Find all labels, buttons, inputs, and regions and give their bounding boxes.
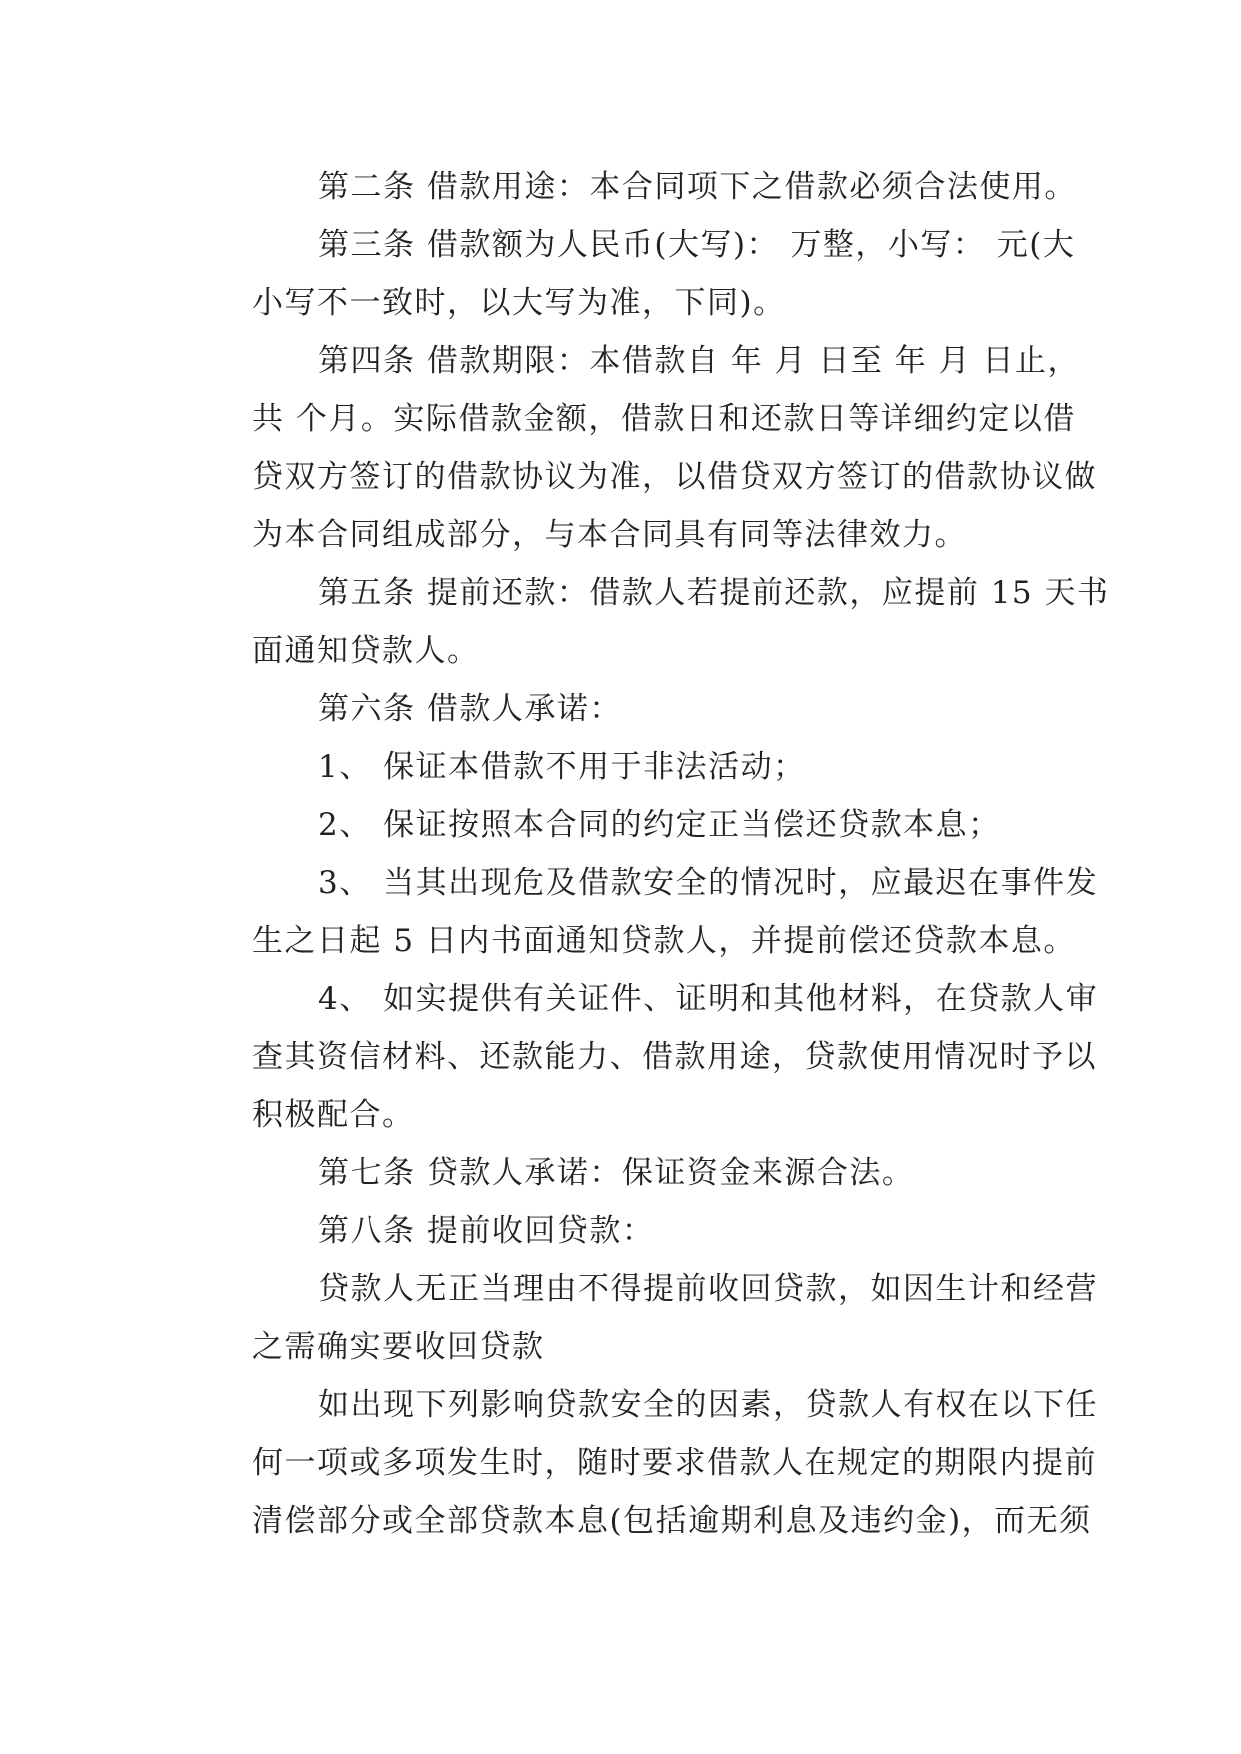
- text-line: 共 个月。实际借款金额，借款日和还款日等详细约定以借: [252, 401, 1076, 437]
- text-line: 第六条 借款人承诺：: [318, 691, 622, 727]
- text-line: 清偿部分或全部贷款本息(包括逾期利息及违约金)，而无须: [252, 1503, 1092, 1539]
- text-line: 查其资信材料、还款能力、借款用途，贷款使用情况时予以: [252, 1039, 1097, 1075]
- text-line: 第八条 提前收回贷款：: [318, 1213, 655, 1249]
- article-2-paragraph: [190, 158, 1077, 216]
- commitment-item-1: [190, 738, 1052, 796]
- text-line: 如出现下列影响贷款安全的因素，贷款人有权在以下任: [318, 1387, 1098, 1423]
- text-line: 1、 保证本借款不用于非法活动；: [318, 749, 806, 785]
- article-6-paragraph: [190, 680, 1052, 738]
- text-line: 贷款人无正当理由不得提前收回贷款，如因生计和经营: [318, 1271, 1098, 1307]
- document-body: [190, 158, 1110, 1550]
- text-line: 第七条 贷款人承诺：保证资金来源合法。: [318, 1155, 915, 1191]
- article-4-paragraph: [190, 332, 1097, 564]
- text-line: 积极配合。: [252, 1097, 415, 1133]
- commitment-item-3: [190, 854, 1099, 970]
- text-line: 4、 如实提供有关证件、证明和其他材料，在贷款人审: [318, 981, 1099, 1017]
- article-7-paragraph: [190, 1144, 1052, 1202]
- text-line: 第四条 借款期限：本借款自 年 月 日至 年 月 日止，: [318, 343, 1080, 379]
- text-line: 2、 保证按照本合同的约定正当偿还贷款本息；: [318, 807, 1001, 843]
- text-line: 贷双方签订的借款协议为准，以借贷双方签订的借款协议做: [252, 459, 1097, 495]
- text-line: 3、 当其出现危及借款安全的情况时，应最迟在事件发: [318, 865, 1099, 901]
- text-line: 之需确实要收回贷款: [252, 1329, 545, 1365]
- text-line: 何一项或多项发生时，随时要求借款人在规定的期限内提前: [252, 1445, 1097, 1481]
- risk-factors-paragraph: [190, 1376, 1098, 1550]
- text-line: 第三条 借款额为人民币(大写)： 万整，小写： 元(大: [318, 227, 1076, 263]
- article-8-paragraph: [190, 1202, 1052, 1260]
- text-line: 第二条 借款用途：本合同项下之借款必须合法使用。: [318, 169, 1077, 205]
- text-line: 第五条 提前还款：借款人若提前还款，应提前 15 天书: [318, 575, 1110, 611]
- article-3-paragraph: [190, 216, 1076, 332]
- text-line: 生之日起 5 日内书面通知贷款人，并提前偿还贷款本息。: [252, 923, 1076, 959]
- early-recall-paragraph: [190, 1260, 1098, 1376]
- text-line: 面通知贷款人。: [252, 633, 480, 669]
- commitment-item-2: [190, 796, 1052, 854]
- text-line: 为本合同组成部分，与本合同具有同等法律效力。: [252, 517, 967, 553]
- text-line: 小写不一致时，以大写为准，下同)。: [252, 285, 786, 321]
- article-5-paragraph: [190, 564, 1110, 680]
- commitment-item-4: [190, 970, 1099, 1144]
